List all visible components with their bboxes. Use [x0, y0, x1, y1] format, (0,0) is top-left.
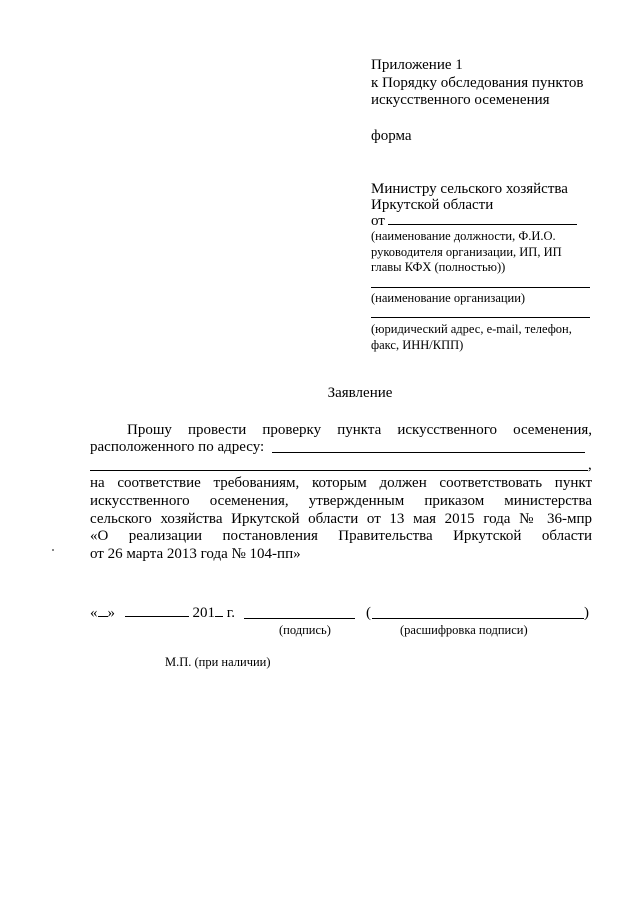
open-paren: (: [366, 605, 371, 621]
signature-field-line[interactable]: [244, 618, 355, 619]
hint-position-line-2: руководителя организации, ИП, ИП: [371, 245, 562, 259]
statement-title: Заявление: [327, 385, 393, 401]
hint-address-line-2: факс, ИНН/КПП): [371, 338, 464, 352]
hint-position-line-1: (наименование должности, Ф.И.О.: [371, 229, 556, 243]
statement-line-4: на соответствие требованиям, которым должен соответствовать пункт: [90, 475, 592, 491]
form-label: форма: [371, 128, 412, 144]
signature-decoding-field-line[interactable]: [372, 618, 584, 619]
statement-line-7: «О реализации постановления Правительства Иркутской области: [90, 528, 592, 544]
order-line-1: к Порядку обследования пунктов: [371, 75, 584, 91]
organization-field-line[interactable]: [371, 287, 590, 288]
address-input-line-1[interactable]: [272, 452, 585, 453]
day-field[interactable]: [98, 604, 108, 617]
addressee-line-1: Министру сельского хозяйства: [371, 181, 568, 197]
stamp-label: М.П. (при наличии): [165, 655, 271, 669]
open-quote: «: [90, 605, 98, 621]
year-suffix: г.: [226, 605, 235, 621]
order-line-2: искусственного осеменения: [371, 92, 550, 108]
hint-organization: (наименование организации): [371, 291, 526, 305]
statement-line-6: сельского хозяйства Иркутской области от 13 мая 2015 года № 36-мпр: [90, 511, 592, 527]
month-field[interactable]: [125, 604, 189, 617]
from-label: от: [371, 213, 385, 229]
signature-caption: (подпись): [279, 623, 331, 637]
statement-line-1: Прошу провести проверку пункта искусственного осеменения,: [127, 422, 592, 438]
address-input-line-2[interactable]: [90, 470, 588, 471]
close-quote: »: [107, 605, 115, 621]
date-row: [90, 604, 235, 622]
close-paren: ): [584, 605, 589, 621]
appendix-label: Приложение 1: [371, 57, 463, 73]
hint-address-line-1: (юридический адрес, e-mail, телефон,: [371, 322, 572, 336]
year-prefix: 201: [192, 605, 215, 621]
year-field[interactable]: [215, 604, 223, 617]
scan-speck: [52, 549, 54, 551]
addressee-line-2: Иркутской области: [371, 197, 494, 213]
decoding-caption: (расшифровка подписи): [400, 623, 528, 637]
address-comma: ,: [588, 457, 592, 473]
statement-line-8: от 26 марта 2013 года № 104-пп»: [90, 546, 301, 562]
from-field-line[interactable]: [388, 224, 577, 225]
address-field-line[interactable]: [371, 317, 590, 318]
statement-line-5: искусственного осеменения, утвержденным приказом министерства: [90, 493, 592, 509]
hint-position-line-3: главы КФХ (полностью)): [371, 260, 506, 274]
address-label: расположенного по адресу:: [90, 439, 265, 455]
